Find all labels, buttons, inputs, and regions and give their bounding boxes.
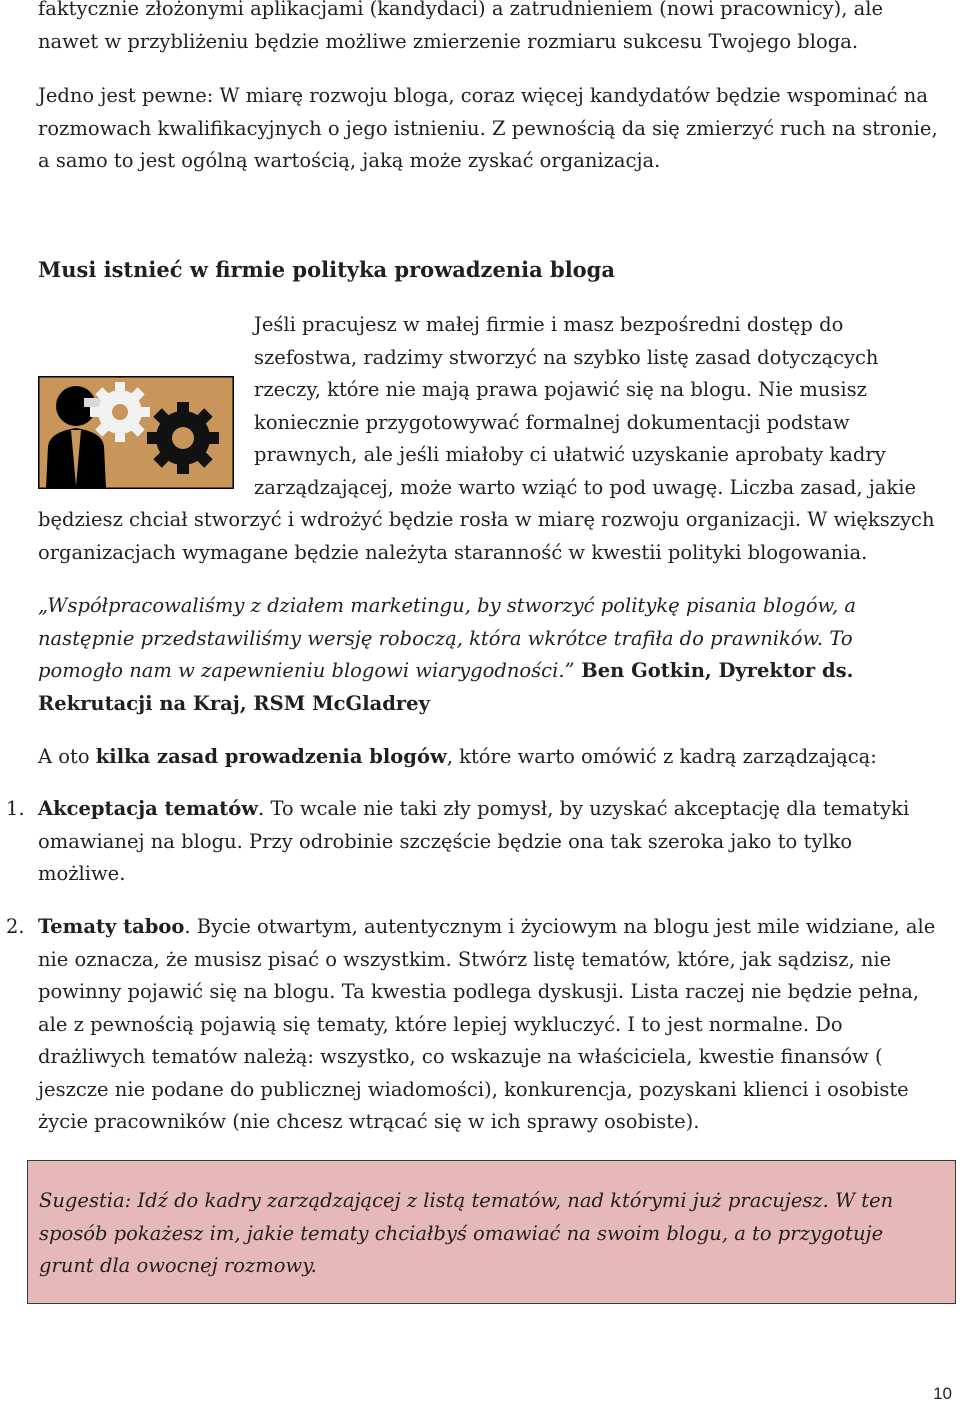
list-number: 2.	[6, 915, 25, 938]
intro-line-1: faktycznie złożonymi aplikacjami (kandydaci) a zatrudnieniem (nowi pracownicy), ale	[38, 0, 884, 20]
business-gears-clipart	[38, 376, 234, 489]
quote-author: Ben Gotkin, Dyrektor ds. Rekrutacji na Kraj, RSM McGladrey	[38, 659, 854, 715]
list-item-text: . To wcale nie taki zły pomysł, by uzyskać akceptację dla tematyki omawianej na blogu. Przy odrobinie szczęście będzie ona tak szeroka jako to tylko możliwe.	[38, 797, 910, 885]
suggestion-box	[27, 1160, 956, 1304]
list-item	[38, 911, 943, 1139]
intro-line-2: nawet w przybliżeniu będzie możliwe zmierzenie rozmiaru sukcesu Twojego bloga.	[38, 30, 859, 53]
suggestion-text: Sugestia: Idź do kadry zarządzającej z listą tematów, nad którymi już pracujesz. W ten sposób pokażesz im, jakie tematy chciałbyś omawiać na swoim blogu, a to przygotuje grunt dla owocnej rozmowy.	[39, 1189, 894, 1277]
rules-intro-bold: kilka zasad prowadzenia blogów	[95, 745, 447, 768]
quote-text: „Współpracowaliśmy z działem marketingu, by stworzyć politykę pisania blogów, a następnie przedstawiliśmy wersję roboczą, która wkrótce trafiła do prawników. To pomogło nam w zapewnieniu blogowi wiarygodności.”	[38, 594, 856, 682]
list-item-title: Tematy taboo	[38, 915, 185, 938]
list-item-title: Akceptacja tematów	[38, 797, 259, 820]
intro-paragraph: Jedno jest pewne: W miarę rozwoju bloga, coraz więcej kandydatów będzie wspominać na rozmowach kwalifikacyjnych o jego istnieniu. Z pewnością da się zmierzyć ruch na stronie, a samo to jest ogólną wartością, jaką może zyskać organizacja.	[38, 84, 938, 172]
rules-intro-after: , które warto omówić z kadrą zarządzającą:	[446, 745, 877, 768]
rules-intro	[38, 741, 943, 774]
section-body-text: Jeśli pracujesz w małej firmie i masz bezpośredni dostęp do szefostwa, radzimy stworzyć na szybko listę zasad dotyczących rzeczy, które nie mają prawa pojawić się na blogu. Nie musisz koniecznie przygotowywać formalnej dokumentacji podstaw prawnych, ale jeśli miałoby ci ułatwić uzyskanie aprobaty kadry zarządzającej, może warto wziąć to pod uwagę. Liczba zasad, jakie będziesz chciał stworzyć i wdrożyć będzie rosła w miarę rozwoju organizacji. W większych organizacjach wymagane będzie należyta staranność w kwestii polityki blogowania.	[38, 313, 935, 564]
page-number: 10	[933, 1384, 952, 1403]
list-item-text: . Bycie otwartym, autentycznym i życiowym na blogu jest mile widziane, ale nie oznacza, że musisz pisać o wszystkim. Stwórz listę tematów, które, jak sądzisz, nie powinny pojawić się na blogu. Ta kwestia podlega dyskusji. Lista raczej nie będzie pełna, ale z pewnością pojawią się tematy, które lepiej wykluczyć. I to jest normalne. Do drażliwych tematów należą: wszystko, co wskazuje na właściciela, kwestie finansów ( jeszcze nie podane do publicznej wiadomości), konkurencja, pozyskani klienci i osobiste życie pracowników (nie chcesz wtrącać się w ich sprawy osobiste).	[38, 915, 936, 1133]
list-item	[38, 793, 943, 891]
rules-intro-before: A oto	[38, 745, 96, 768]
section-heading: Musi istnieć w firmie polityka prowadzenia bloga	[38, 257, 615, 282]
quote-block	[38, 590, 943, 720]
list-number: 1.	[6, 797, 25, 820]
